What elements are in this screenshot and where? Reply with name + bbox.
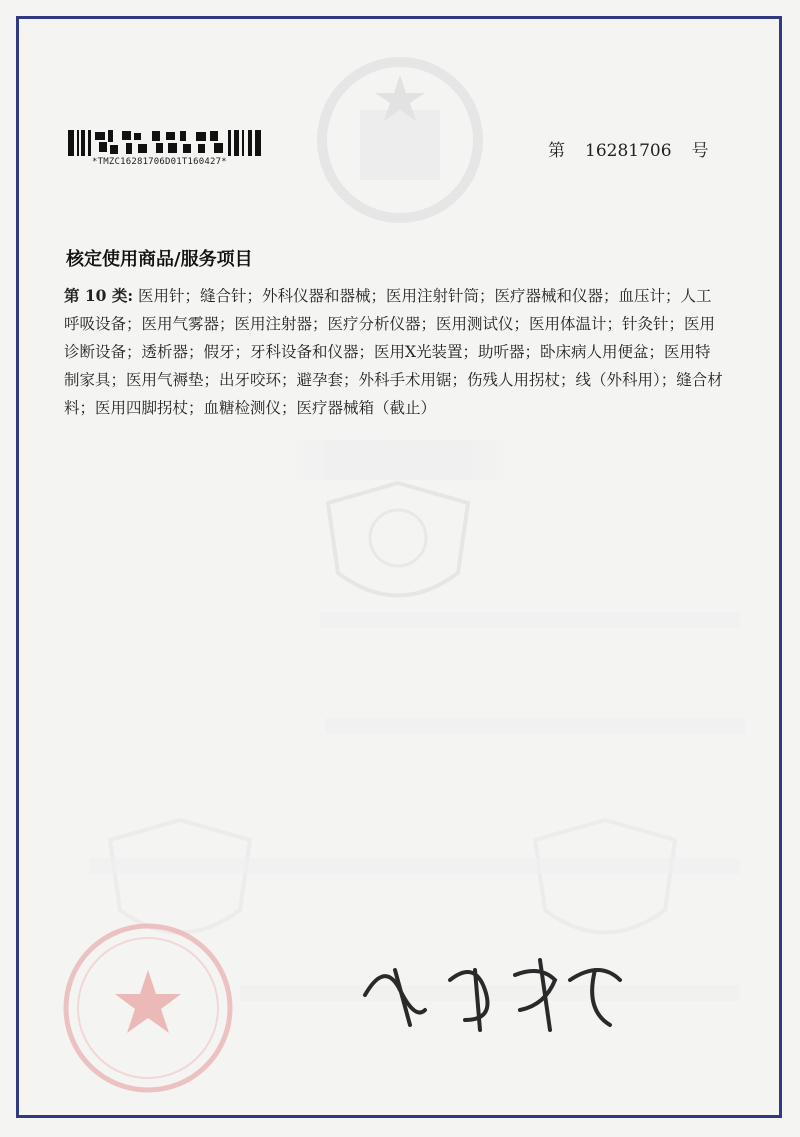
watermark-row [320, 612, 740, 628]
signature [355, 950, 635, 1035]
shield-watermark [525, 815, 685, 955]
registration-number [548, 136, 709, 161]
watermark-row [325, 718, 745, 734]
registration-prefix: 第 [548, 141, 565, 161]
registration-suffix: 号 [691, 141, 709, 161]
certificate-watermark-title [300, 238, 318, 278]
class-label: 第 10 类: [64, 286, 134, 305]
goods-items: 医用针；缝合针；外科仪器和器械；医用注射针筒；医疗器械和仪器；血压计；人工呼吸设备；医用气雾器；医用注射器；医疗分析仪器；医用测试仪；医用体温计；针灸针；医用诊断设备；透析器；假牙；牙科设备和仪器；医用X光装置；助听器；卧床病人用便盆；医用特制家具；医用气褥垫；出牙咬环；避孕套；外科手术用锯；伤残人用拐杖；线（外科用）；缝合材料；医用四脚拐杖；血糖检测仪；医疗器械箱（截止） [64, 287, 723, 417]
emblem-watermark [310, 55, 490, 230]
barcode-text: *TMZC16281706D01T160427* [92, 157, 227, 167]
official-seal [58, 918, 238, 1098]
goods-list [64, 282, 724, 422]
watermark-row [90, 858, 740, 874]
brand-watermark [290, 440, 510, 480]
registration-number-value: 16281706 [585, 141, 672, 161]
barcode [68, 128, 264, 158]
shield-watermark [318, 478, 478, 618]
section-title: 核定使用商品/服务项目 [66, 249, 253, 270]
